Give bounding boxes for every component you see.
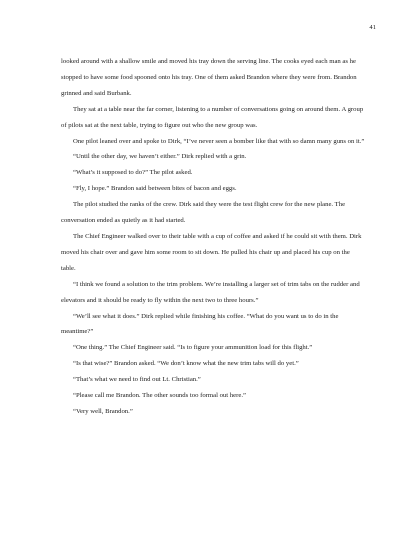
paragraph: “Is that wise?” Brandon asked. “We don’t know what the new trim tabs will do yet.”	[73, 360, 299, 368]
paragraph: “Until the other day, we haven’t either.” Dirk replied with a grin.	[73, 153, 247, 161]
paragraph: “What’s it supposed to do?” The pilot asked.	[73, 169, 193, 177]
paragraph: “One thing.” The Chief Engineer said. “Is to figure your ammunition load for this flight.”	[73, 344, 313, 352]
paragraph: “We’ll see what it does.” Dirk replied while finishing his coffee. “What do you want us to do in the meantime?”	[61, 312, 339, 336]
body-text	[61, 54, 365, 420]
paragraph: They sat at a table near the far corner, listening to a number of conversations going on around them. A group of pilots sat at the next table, trying to figure out who the new group was.	[61, 105, 364, 129]
paragraph: The Chief Engineer walked over to their table with a cup of coffee and asked if he could sit with them. Dirk moved his chair over and gave him some room to sit down. He pulled his chair up and placed his cup on the table.	[61, 232, 362, 272]
paragraph: The pilot studied the ranks of the crew. Dirk said they were the test flight crew for the new plane. The conversation ended as quietly as it had started.	[61, 201, 346, 225]
paragraph: “That’s what we need to find out Lt. Christian.”	[73, 376, 201, 384]
paragraph: “Fly, I hope.” Brandon said between bites of bacon and eggs.	[73, 185, 237, 193]
paragraph: looked around with a shallow smile and moved his tray down the serving line. The cooks eyed each man as he stopped to have some food spooned onto his tray. One of them asked Brandon where they were from. Brandon grinned and said Burbank.	[61, 58, 357, 97]
paragraph: “Very well, Brandon.”	[73, 407, 133, 415]
page-number: 41	[369, 24, 376, 31]
paragraph: “Please call me Brandon. The other sounds too formal out here.”	[73, 392, 246, 400]
paragraph: One pilot leaned over and spoke to Dirk, “I’ve never seen a bomber like that with so damn many guns on it.”	[73, 137, 365, 145]
paragraph: “I think we found a solution to the trim problem. We’re installing a larger set of trim tabs on the rudder and elevators and it should be ready to fly within the next two to three hours.”	[61, 280, 360, 304]
